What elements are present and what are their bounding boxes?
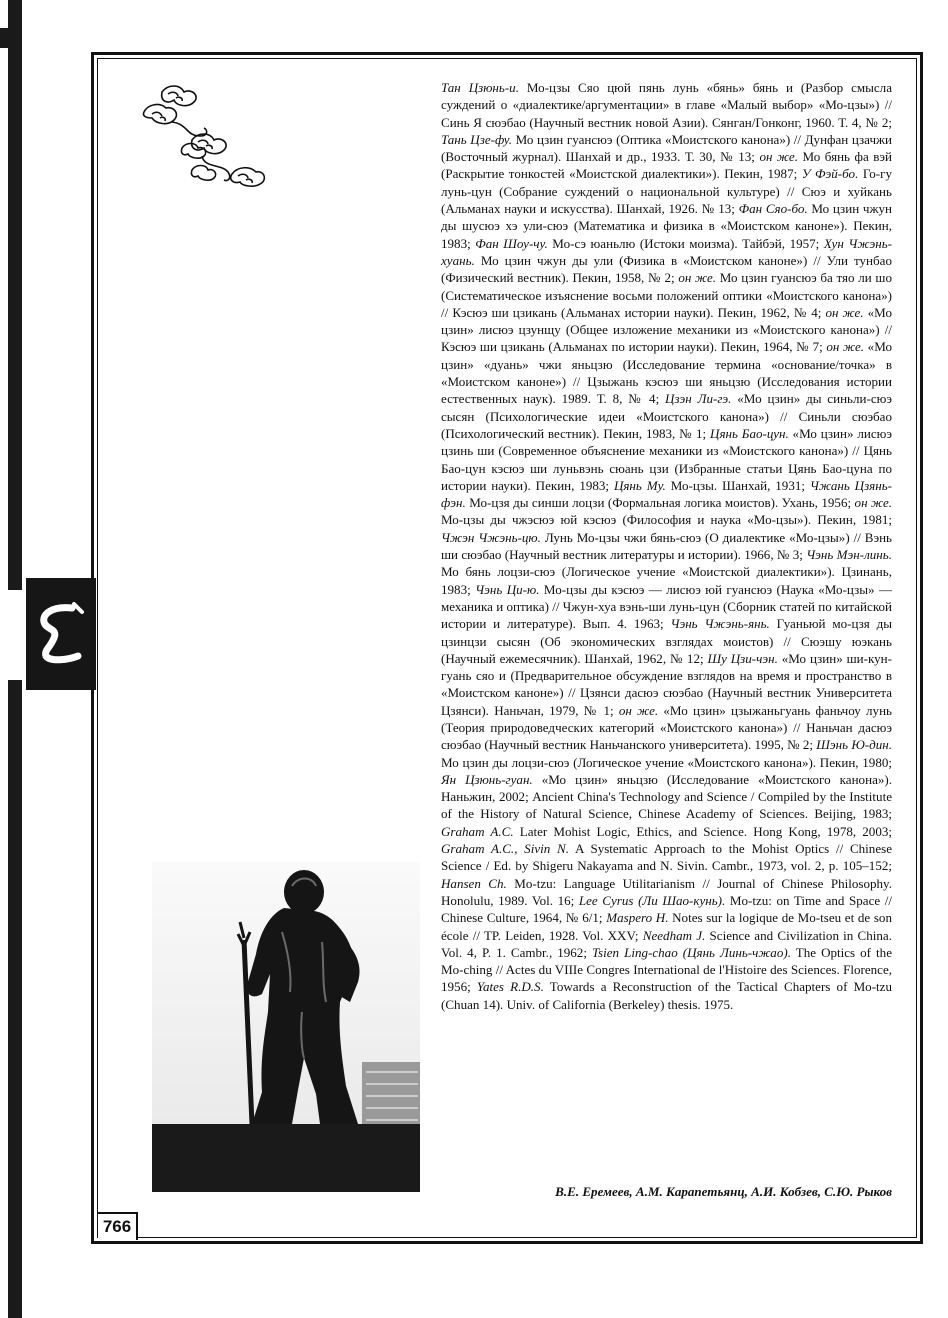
author-name: Ян Цзюнь-гуан.	[441, 771, 533, 787]
author-name: Фан Сяо-бо.	[738, 201, 808, 217]
statue-illustration	[152, 862, 420, 1192]
author-name: Lee Cyrus (Ли Шао-кунь).	[578, 892, 726, 908]
author-name: Чжэн Чжэнь-цю.	[441, 529, 541, 545]
reference-text: Towards a Reconstruction of the Tactical Chapters of Mo-tzu (Chuan 14). Univ. of California (Berkeley) thesis. 1975.	[441, 979, 892, 1012]
author-name: Хун Чжэнь-хуань.	[441, 235, 892, 268]
author-name: Maspero H.	[606, 910, 669, 926]
reference-text: Later Mohist Logic, Ethics, and Science. Hong Kong, 1978, 2003;	[513, 823, 892, 839]
statue-photo	[152, 862, 420, 1192]
author-name: Needham J.	[642, 927, 706, 943]
author-name: Шэнь Ю-дин.	[816, 737, 892, 753]
author-name: Шу Цзи-чэн.	[707, 650, 778, 666]
reference-text: «Мо цзин» ды синьли-сюэ сысян (Психологические идеи «Моистского канона») // Синьли сюэбао (Психологический вестник). Пекин, 1983, № 1;	[441, 391, 892, 441]
section-tab	[26, 578, 96, 690]
binding-tick	[0, 28, 8, 48]
reference-text: Мо-цзы Сяо цюй пянь лунь «бянь» бянь и (Разбор смысла суждений о «диалектике/аргументации» в главе «Малый выбор» «Мо-цзы») // Синь Я сюэбао (Научный вестник новой Азии). Сянган/Гонконг, 1960. Т. 4, № 2;	[441, 80, 892, 130]
reference-text: Мо-цзы ды кэсюэ — лисюэ юй гуансюэ (Наука «Мо-цзы» — механика и оптика) // Чжун-хуа вэнь-ши лунь-цун (Сборник статей по китайской истории и литературе). Вып. 4. 1963;	[441, 581, 892, 632]
author-name: Цянь Му.	[613, 477, 666, 493]
reference-text: Mo-tzu: Language Utilitarianism // Journal of Chinese Philosophy. Honolulu, 1989. Vol. 16;	[441, 875, 892, 908]
reference-text: Notes sur la logique de Mo-tseu et de son école // TP. Leiden, 1928. Vol. XXV;	[441, 910, 892, 943]
author-name: он же.	[854, 495, 892, 511]
reference-text: Мо цзин чжун ды шусюэ хэ ули-сюэ (Математика и физика в «Моистском каноне»). Пекин, 1983;	[441, 201, 892, 251]
reference-text: Мо-цзя ды синши лоцзи (Формальная логика моистов). Ухань, 1956;	[465, 495, 855, 511]
ornamental-letter-icon	[32, 600, 90, 666]
author-name: Чэнь Чжэнь-янь.	[670, 616, 770, 632]
author-name: Фан Шоу-чу.	[475, 235, 548, 251]
reference-text: Лунь Мо-цзы чжи бянь-сюэ (О диалектике «Мо-цзы») // Вэнь ши сюэбао (Научный вестник литературы и истории). 1966, № 3;	[441, 529, 892, 563]
reference-text: Мо бянь лоцзи-сюэ (Логическое учение «Моистской диалектики»). Цзинань, 1983;	[441, 564, 892, 597]
reference-text: Мо бянь фа вэй (Раскрытие тонкостей «Моистской диалектики»). Пекин, 1987;	[441, 149, 892, 182]
author-name: Чэнь Мэн-линь.	[806, 547, 892, 563]
author-name: Hansen Ch.	[441, 875, 507, 891]
reference-text: Мо цзин ды лоцзи-сюэ (Логическое учение «Моистского канона»). Пекин, 1980;	[441, 754, 892, 770]
author-name: он же.	[826, 339, 865, 355]
author-name: Tsien Ling-chao (Цянь Линь-чжао).	[591, 944, 791, 960]
article-authors: В.Е. Еремеев, А.М. Карапетьянц, А.И. Кобзев, С.Ю. Рыков	[555, 1184, 892, 1199]
binding-bar-bottom	[8, 680, 22, 1318]
reference-text: The Optics of the Mo-ching // Actes du VIIIe Congres International de l'Histoire des Sciences. Florence, 1956;	[441, 944, 892, 995]
reference-text: «Мо цзин» лисюэ цзинь ши (Современное объяснение механики из «Моистского канона») // Цянь Бао-цун кэсюэ ши луньвэнь сюань цзи (Избранные статьи Цянь Бао-цуна по истории науки). Пекин, 1983;	[441, 425, 892, 493]
author-name: Yates R.D.S.	[476, 979, 544, 995]
author-name: он же.	[825, 304, 864, 320]
author-name: Чэнь Ци-ю.	[475, 581, 540, 597]
reference-text: Мо-сэ юаньлю (Истоки моизма). Тайбэй, 1957;	[547, 235, 824, 251]
reference-text: «Мо цзин» яньцзю (Исследование «Моистского канона»). Наньжин, 2002; Ancient China's Technology and Science / Compiled by the Institute of the History of Natural Science, Chinese Academy of Sciences. Beijing, 1983;	[441, 771, 892, 822]
reference-text: «Мо цзин» лисюэ цзунщу (Общее изложение механики из «Моистского канона») // Кэсюэ ши цзикань (Альманах по истории науки). Пекин, 1964, № 7;	[441, 304, 892, 355]
cloud-ornament-icon	[142, 78, 268, 202]
author-name: Graham A.C., Sivin N.	[441, 841, 569, 857]
reference-text: «Мо цзин» ши-кун-гуань сяо и (Предварительное обсуждение взглядов на время и пространство в «Моистском каноне») // Цзянси дасюэ сюэбао (Научный вестник Университета Цзянси). Наньчан, 1979, № 1;	[441, 650, 892, 718]
author-name: Тан Цзюнь-и.	[441, 80, 519, 95]
reference-text: Мо-цзы ды чжэсюэ юй кэсюэ (Философия и наука «Мо-цзы»). Пекин, 1981;	[441, 512, 892, 528]
reference-text: «Мо цзин» «дуань» чжи яньцзю (Исследование термина «основание/точка» в «Моистском каноне») // Цзыжань кэсюэ ши яньцзю (Исследования истории естественных наук). 1989. Т. 8, № 4;	[441, 339, 892, 407]
reference-text: Мо-цзы. Шанхай, 1931;	[665, 477, 810, 493]
author-name: Цянь Бао-цун.	[710, 425, 789, 441]
reference-text: Мо цзин гуансюэ (Оптика «Моистского канона») // Дунфан цзачжи (Восточный журнал). Шанхай и др., 1933. Т. 30, № 13;	[441, 131, 892, 165]
author-name: он же.	[759, 149, 798, 165]
binding-bar-top	[8, 0, 22, 590]
author-name: Чжань Цзянь-фэн.	[441, 477, 892, 511]
reference-text: Science and Civilization in China. Vol. 4, P. 1. Cambr., 1962;	[441, 927, 892, 960]
reference-text: «Мо цзин» цзыжаньгуань фаньчоу лунь (Теория природоведческих категорий «Моистского канона») // Наньчан дасюэ сюэбао (Научный вестник Наньчанского университета). 1995, № 2;	[441, 702, 892, 753]
author-name: У Фэй-бо.	[801, 166, 859, 182]
reference-text: Го-гу лунь-цун (Собрание суждений о национальной культуре) // Сюэ и хуйкань (Альманах науки и искусства). Шанхай, 1926. № 13;	[441, 166, 892, 217]
bibliography-text	[441, 79, 892, 1013]
page-number: 766	[98, 1212, 138, 1240]
author-name: он же.	[678, 270, 717, 286]
author-name: Graham A.C.	[441, 823, 514, 839]
reference-text: Mo-tzu: on Time and Space // Chinese Culture, 1964, № 6/1;	[441, 892, 892, 926]
reference-text: Мо цзин чжун ды ули (Физика в «Моистском каноне») // Ули тунбао (Физический вестник). Пекин, 1958, № 2;	[441, 252, 892, 286]
author-name: Тань Цзе-фу.	[441, 131, 513, 147]
author-name: он же.	[618, 702, 659, 718]
reference-text: A Systematic Approach to the Mohist Optics // Chinese Science / Ed. by Shigeru Nakayama and N. Sivin. Cambr., 1973, vol. 2, p. 105–152;	[441, 841, 892, 874]
reference-text: Гуаньюй мо-цзя ды цзинцзи сысян (Об экономических взглядах моистов) // Сюэшу юэкань (Научный ежемесячник). Шанхай, 1962, № 12;	[441, 616, 892, 666]
reference-text: Мо цзин гуансюэ ба тяо ли шо (Систематическое изъяснение восьми положений оптики «Моистского канона») // Кэсюэ ши цзикань (Альманах истории науки). Пекин, 1962, № 4;	[441, 270, 892, 320]
author-name: Цзэн Ли-гэ.	[665, 391, 732, 407]
